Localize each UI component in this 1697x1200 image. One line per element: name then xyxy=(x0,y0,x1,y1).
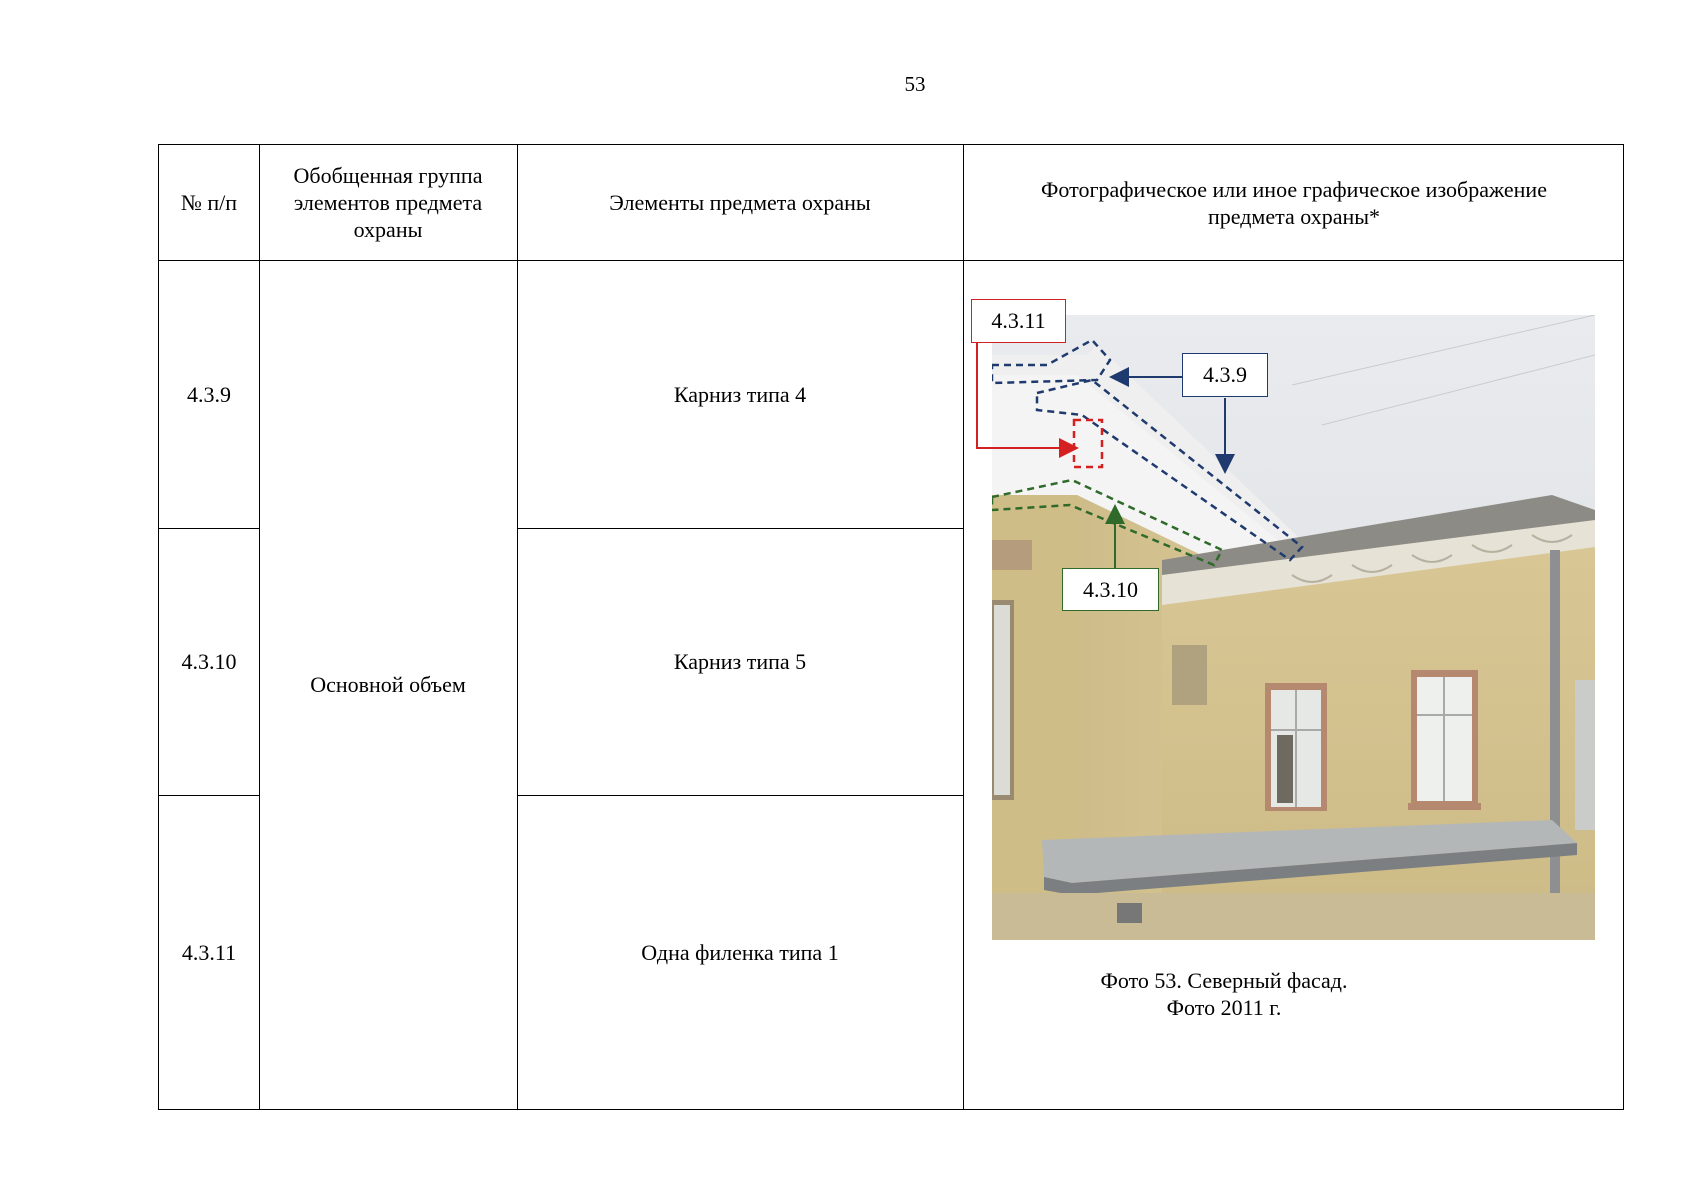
header-num: № п/п xyxy=(180,190,238,215)
caption-line-2: Фото 2011 г. xyxy=(1166,995,1282,1020)
row-num: 4.3.9 xyxy=(187,381,231,407)
callout-4-3-11: 4.3.11 xyxy=(971,299,1066,343)
row-element: Карниз типа 5 xyxy=(673,649,807,674)
header-elements: Элементы предмета охраны xyxy=(609,190,871,215)
header-group: Обобщенная группа элементов предмета охраны xyxy=(293,163,483,242)
protection-table xyxy=(158,144,1624,1110)
row-element: Одна филенка типа 1 xyxy=(641,939,839,965)
page-number: 53 xyxy=(904,72,926,96)
callout-4-3-10: 4.3.10 xyxy=(1062,568,1159,611)
caption-line-1: Фото 53. Северный фасад. xyxy=(1100,968,1348,993)
callout-arrows xyxy=(963,260,1625,680)
photo-caption xyxy=(824,967,1624,1021)
row-num: 4.3.11 xyxy=(181,939,237,965)
group-value: Основной объем xyxy=(310,672,466,697)
header-image: Фотографическое или иное графическое изображение предмета охраны* xyxy=(1041,176,1547,229)
callout-4-3-9: 4.3.9 xyxy=(1182,353,1268,397)
row-element: Карниз типа 4 xyxy=(673,381,807,407)
row-num: 4.3.10 xyxy=(181,649,237,674)
